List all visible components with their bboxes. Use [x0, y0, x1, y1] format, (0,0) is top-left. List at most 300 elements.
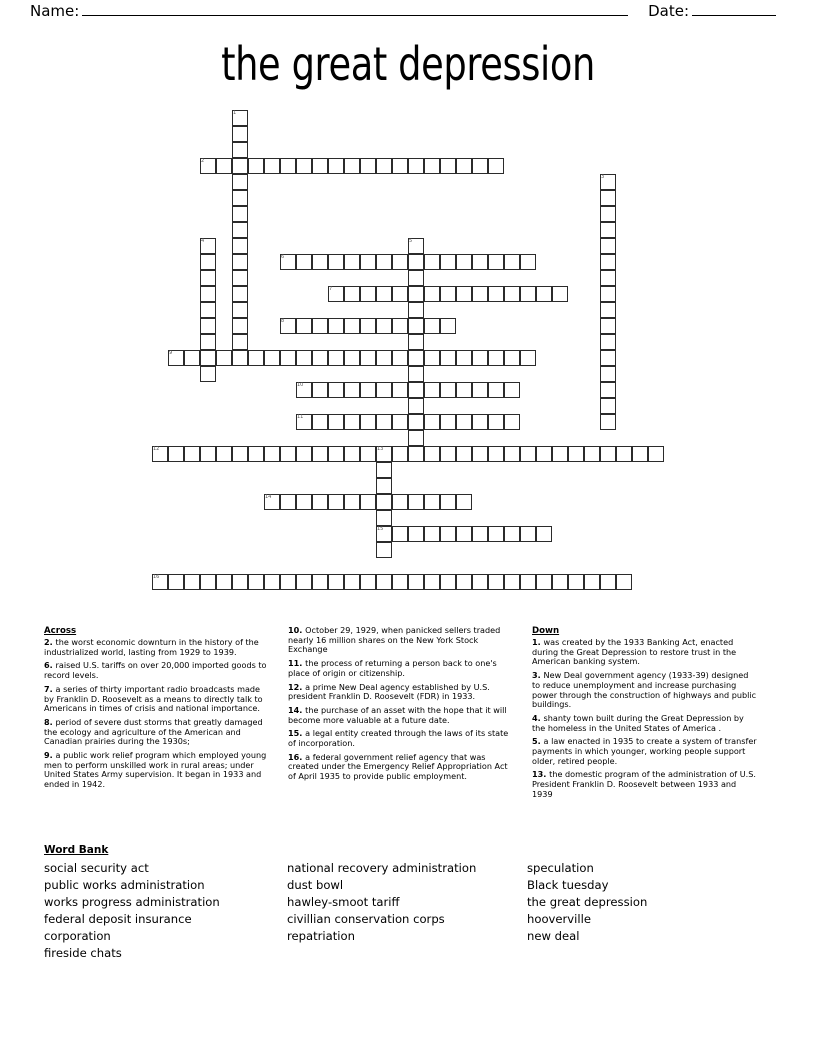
crossword-cell[interactable] — [200, 302, 216, 318]
crossword-cell[interactable] — [584, 574, 600, 590]
crossword-cell[interactable] — [456, 414, 472, 430]
crossword-cell[interactable] — [328, 382, 344, 398]
crossword-cell[interactable] — [376, 446, 392, 462]
crossword-cell-number: 6 — [281, 254, 285, 260]
crossword-cell[interactable] — [200, 286, 216, 302]
crossword-cell[interactable] — [312, 446, 328, 462]
crossword-cell[interactable] — [200, 334, 216, 350]
crossword-cell[interactable] — [328, 350, 344, 366]
crossword-cell[interactable] — [376, 350, 392, 366]
crossword-cell[interactable] — [568, 446, 584, 462]
crossword-cell[interactable] — [184, 446, 200, 462]
word-bank-item[interactable]: dust bowl — [287, 878, 344, 892]
crossword-cell[interactable] — [376, 574, 392, 590]
crossword-cell[interactable] — [264, 574, 280, 590]
crossword-cell[interactable] — [440, 286, 456, 302]
crossword-cell[interactable] — [200, 254, 216, 270]
crossword-cell[interactable] — [440, 350, 456, 366]
crossword-cell[interactable] — [312, 414, 328, 430]
crossword-cell[interactable] — [312, 158, 328, 174]
crossword-cell[interactable] — [536, 286, 552, 302]
crossword-cell[interactable] — [456, 254, 472, 270]
crossword-cell[interactable] — [408, 414, 424, 430]
crossword-cell[interactable] — [232, 286, 248, 302]
crossword-cell[interactable] — [280, 350, 296, 366]
crossword-cell[interactable] — [280, 318, 296, 334]
crossword-cell[interactable] — [328, 446, 344, 462]
crossword-cell[interactable] — [600, 366, 616, 382]
clue-number: 16. — [288, 751, 306, 762]
crossword-cell[interactable] — [376, 318, 392, 334]
crossword-cell[interactable] — [216, 446, 232, 462]
crossword-cell[interactable] — [552, 574, 568, 590]
crossword-cell[interactable] — [200, 366, 216, 382]
word-bank-item[interactable]: corporation — [44, 929, 111, 943]
crossword-cell[interactable] — [232, 110, 248, 126]
crossword-cell[interactable] — [536, 446, 552, 462]
crossword-cell[interactable] — [376, 494, 392, 510]
word-bank-item[interactable]: public works administration — [44, 878, 205, 892]
crossword-cell[interactable] — [488, 526, 504, 542]
crossword-cell[interactable] — [232, 158, 248, 174]
crossword-cell[interactable] — [392, 318, 408, 334]
crossword-cell[interactable] — [424, 414, 440, 430]
crossword-cell[interactable] — [536, 526, 552, 542]
crossword-cell[interactable] — [456, 286, 472, 302]
crossword-cell[interactable] — [456, 494, 472, 510]
word-bank-item[interactable]: federal deposit insurance — [44, 912, 192, 926]
word-bank-item[interactable]: Black tuesday — [527, 878, 609, 892]
crossword-cell[interactable] — [408, 526, 424, 542]
word-bank-column — [287, 860, 527, 962]
crossword-cell[interactable] — [344, 286, 360, 302]
crossword-cell-number: 1 — [233, 110, 237, 116]
crossword-cell[interactable] — [152, 574, 168, 590]
crossword-cell[interactable] — [408, 574, 424, 590]
crossword-cell[interactable] — [424, 318, 440, 334]
word-bank-item[interactable]: works progress administration — [44, 895, 220, 909]
crossword-cell[interactable] — [424, 158, 440, 174]
crossword-cell[interactable] — [504, 446, 520, 462]
crossword-cell[interactable] — [456, 446, 472, 462]
crossword-cell[interactable] — [392, 526, 408, 542]
crossword-cell[interactable] — [600, 222, 616, 238]
crossword-cell[interactable] — [328, 414, 344, 430]
crossword-cell[interactable] — [616, 574, 632, 590]
crossword-cell[interactable] — [296, 446, 312, 462]
crossword-cell[interactable] — [504, 574, 520, 590]
crossword-cell[interactable] — [424, 350, 440, 366]
crossword-cell[interactable] — [232, 302, 248, 318]
crossword-cell[interactable] — [248, 574, 264, 590]
crossword-cell[interactable] — [488, 286, 504, 302]
crossword-cell[interactable] — [408, 270, 424, 286]
crossword-cell-number: 11 — [297, 414, 304, 420]
crossword-cell[interactable] — [296, 350, 312, 366]
crossword-cell[interactable] — [280, 574, 296, 590]
crossword-cell[interactable] — [344, 414, 360, 430]
crossword-cell[interactable] — [232, 574, 248, 590]
crossword-cell[interactable] — [232, 318, 248, 334]
crossword-cell[interactable] — [456, 574, 472, 590]
crossword-cell[interactable] — [312, 318, 328, 334]
crossword-cell[interactable] — [200, 574, 216, 590]
crossword-cell[interactable] — [184, 574, 200, 590]
crossword-cell[interactable] — [520, 286, 536, 302]
crossword-cell[interactable] — [616, 446, 632, 462]
crossword-cell[interactable] — [328, 286, 344, 302]
crossword-cell[interactable] — [376, 158, 392, 174]
crossword-cell[interactable] — [552, 286, 568, 302]
crossword-cell[interactable] — [440, 414, 456, 430]
crossword-cell[interactable] — [200, 238, 216, 254]
crossword-cell[interactable] — [408, 318, 424, 334]
crossword-cell[interactable] — [200, 318, 216, 334]
crossword-cell[interactable] — [344, 350, 360, 366]
crossword-cell[interactable] — [600, 334, 616, 350]
crossword-cell[interactable] — [280, 254, 296, 270]
crossword-cell[interactable] — [424, 254, 440, 270]
crossword-cell[interactable] — [376, 254, 392, 270]
crossword-cell[interactable] — [520, 254, 536, 270]
word-bank-item[interactable]: speculation — [527, 861, 594, 875]
crossword-cell[interactable] — [344, 446, 360, 462]
crossword-cell[interactable] — [408, 366, 424, 382]
crossword-cell[interactable] — [456, 526, 472, 542]
crossword-cell[interactable] — [440, 382, 456, 398]
crossword-cell[interactable] — [408, 382, 424, 398]
crossword-cell[interactable] — [312, 382, 328, 398]
word-bank-section — [44, 843, 774, 962]
crossword-cell[interactable] — [600, 302, 616, 318]
crossword-cell[interactable] — [392, 382, 408, 398]
date-write-in-line[interactable] — [692, 3, 776, 16]
crossword-cell[interactable] — [344, 158, 360, 174]
crossword-cell[interactable] — [376, 462, 392, 478]
word-bank-item[interactable]: fireside chats — [44, 946, 122, 960]
crossword-cell[interactable] — [168, 574, 184, 590]
crossword-cell[interactable] — [504, 526, 520, 542]
crossword-cell[interactable] — [408, 350, 424, 366]
crossword-cell[interactable] — [168, 350, 184, 366]
crossword-cell[interactable] — [360, 574, 376, 590]
crossword-cell[interactable] — [472, 158, 488, 174]
crossword-cell[interactable] — [504, 382, 520, 398]
crossword-cell[interactable] — [424, 494, 440, 510]
crossword-cell[interactable] — [392, 574, 408, 590]
crossword-cell[interactable] — [440, 526, 456, 542]
crossword-cell[interactable] — [504, 414, 520, 430]
crossword-cell[interactable] — [472, 254, 488, 270]
crossword-cell[interactable] — [392, 414, 408, 430]
crossword-cell[interactable] — [392, 254, 408, 270]
crossword-cell[interactable] — [408, 398, 424, 414]
clue-number: 4. — [532, 712, 544, 723]
crossword-cell[interactable] — [472, 574, 488, 590]
clue-item — [288, 729, 515, 748]
crossword-cell[interactable] — [216, 350, 232, 366]
crossword-cell[interactable] — [232, 190, 248, 206]
word-bank-columns — [44, 860, 774, 962]
crossword-cell[interactable] — [552, 446, 568, 462]
crossword-cell[interactable] — [344, 254, 360, 270]
crossword-cell[interactable] — [600, 190, 616, 206]
crossword-cell[interactable] — [360, 494, 376, 510]
crossword-cell[interactable] — [376, 478, 392, 494]
crossword-cell[interactable] — [296, 158, 312, 174]
crossword-cell[interactable] — [344, 318, 360, 334]
crossword-cell[interactable] — [472, 414, 488, 430]
crossword-cell[interactable] — [232, 334, 248, 350]
crossword-cell[interactable] — [360, 414, 376, 430]
crossword-cell[interactable] — [296, 494, 312, 510]
crossword-cell[interactable] — [296, 382, 312, 398]
word-bank-column — [44, 860, 287, 962]
crossword-cell[interactable] — [296, 414, 312, 430]
crossword-cell[interactable] — [488, 158, 504, 174]
clue-item — [288, 683, 515, 702]
crossword-cell[interactable] — [472, 350, 488, 366]
crossword-cell[interactable] — [232, 446, 248, 462]
crossword-cell[interactable] — [360, 286, 376, 302]
crossword-cell[interactable] — [600, 350, 616, 366]
crossword-cell[interactable] — [376, 542, 392, 558]
word-bank-item[interactable]: repatriation — [287, 929, 355, 943]
crossword-cell[interactable] — [376, 382, 392, 398]
crossword-cell[interactable] — [376, 510, 392, 526]
crossword-cell[interactable] — [408, 446, 424, 462]
crossword-cell[interactable] — [264, 350, 280, 366]
clue-number: 10. — [288, 625, 306, 635]
crossword-cell[interactable] — [408, 334, 424, 350]
crossword-cell[interactable] — [488, 414, 504, 430]
crossword-cell[interactable] — [360, 382, 376, 398]
crossword-cell[interactable] — [328, 494, 344, 510]
crossword-cell[interactable] — [600, 174, 616, 190]
crossword-cell[interactable] — [472, 382, 488, 398]
crossword-cell[interactable] — [488, 574, 504, 590]
crossword-cell[interactable] — [408, 286, 424, 302]
crossword-cell[interactable] — [152, 446, 168, 462]
clue-number: 7. — [44, 683, 56, 694]
crossword-cell[interactable] — [312, 574, 328, 590]
crossword-cell[interactable] — [360, 446, 376, 462]
word-bank-item[interactable]: new deal — [527, 929, 580, 943]
crossword-cell[interactable] — [312, 494, 328, 510]
crossword-cell[interactable] — [424, 446, 440, 462]
crossword-cell[interactable] — [328, 158, 344, 174]
clue-text: October 29, 1929, when panicked sellers traded nearly 16 million shares on the New York Stock Exchange — [288, 625, 501, 655]
crossword-cell[interactable] — [232, 222, 248, 238]
clue-item — [532, 638, 759, 667]
crossword-cell[interactable] — [280, 446, 296, 462]
crossword-cell[interactable] — [328, 574, 344, 590]
crossword-cell[interactable] — [600, 254, 616, 270]
crossword-cell[interactable] — [488, 350, 504, 366]
crossword-cell[interactable] — [632, 446, 648, 462]
crossword-cell[interactable] — [520, 574, 536, 590]
crossword-cell[interactable] — [312, 254, 328, 270]
crossword-cell[interactable] — [232, 126, 248, 142]
crossword-cell[interactable] — [232, 350, 248, 366]
crossword-cell[interactable] — [280, 494, 296, 510]
crossword-cell[interactable] — [232, 142, 248, 158]
crossword-cell[interactable] — [424, 382, 440, 398]
crossword-cell[interactable] — [408, 254, 424, 270]
crossword-cell[interactable] — [536, 574, 552, 590]
crossword-cell[interactable] — [440, 446, 456, 462]
across-clues-part-1 — [44, 638, 271, 790]
crossword-cell[interactable] — [232, 238, 248, 254]
clue-text: the domestic program of the administration of U.S. President Franklin D. Roosevelt between 1933 and 1939 — [532, 769, 756, 799]
crossword-cell[interactable] — [472, 286, 488, 302]
crossword-cell[interactable] — [520, 446, 536, 462]
crossword-cell[interactable] — [264, 446, 280, 462]
word-bank-item[interactable]: civillian conservation corps — [287, 912, 445, 926]
crossword-cell[interactable] — [392, 446, 408, 462]
clue-text: a law enacted in 1935 to create a system of transfer payments in which younger, working people support older, retired people. — [532, 736, 757, 766]
date-label: Date: — [648, 2, 689, 20]
crossword-cell[interactable] — [392, 158, 408, 174]
crossword-cell[interactable] — [232, 270, 248, 286]
crossword-cell[interactable] — [360, 350, 376, 366]
crossword-cell[interactable] — [248, 158, 264, 174]
crossword-cell[interactable] — [424, 574, 440, 590]
clues-section — [0, 626, 816, 832]
crossword-cell[interactable] — [440, 574, 456, 590]
crossword-cell[interactable] — [312, 350, 328, 366]
clue-number: 12. — [288, 681, 306, 692]
crossword-cell[interactable] — [392, 286, 408, 302]
crossword-cell[interactable] — [232, 254, 248, 270]
crossword-grid[interactable] — [152, 110, 672, 600]
crossword-cell[interactable] — [424, 286, 440, 302]
crossword-cell[interactable] — [408, 430, 424, 446]
clue-item — [288, 706, 515, 725]
crossword-cell[interactable] — [600, 446, 616, 462]
crossword-cell[interactable] — [408, 302, 424, 318]
clue-text: shanty town built during the Great Depression by the homeless in the United States of America . — [532, 712, 744, 733]
crossword-cell[interactable] — [264, 158, 280, 174]
crossword-cell[interactable] — [600, 398, 616, 414]
crossword-cell[interactable] — [600, 286, 616, 302]
crossword-cell[interactable] — [504, 254, 520, 270]
crossword-cell[interactable] — [200, 446, 216, 462]
crossword-cell[interactable] — [440, 158, 456, 174]
word-bank-item[interactable]: hooverville — [527, 912, 591, 926]
crossword-cell-number: 7 — [329, 286, 333, 292]
crossword-cell[interactable] — [424, 526, 440, 542]
crossword-cell[interactable] — [232, 206, 248, 222]
crossword-cell[interactable] — [488, 254, 504, 270]
crossword-cell[interactable] — [280, 158, 296, 174]
crossword-cell[interactable] — [408, 238, 424, 254]
crossword-cell[interactable] — [200, 158, 216, 174]
crossword-cell[interactable] — [184, 350, 200, 366]
crossword-cell[interactable] — [520, 526, 536, 542]
crossword-cell[interactable] — [344, 574, 360, 590]
crossword-cell[interactable] — [232, 174, 248, 190]
crossword-cell[interactable] — [360, 158, 376, 174]
crossword-cell[interactable] — [520, 350, 536, 366]
crossword-cell[interactable] — [440, 254, 456, 270]
word-bank-item[interactable]: social security act — [44, 861, 149, 875]
crossword-cell[interactable] — [488, 446, 504, 462]
crossword-cell[interactable] — [504, 350, 520, 366]
crossword-cell[interactable] — [168, 446, 184, 462]
crossword-cell[interactable] — [440, 318, 456, 334]
crossword-cell[interactable] — [600, 318, 616, 334]
crossword-cell[interactable] — [216, 158, 232, 174]
crossword-cell[interactable] — [600, 414, 616, 430]
crossword-cell[interactable] — [248, 350, 264, 366]
crossword-cell[interactable] — [600, 382, 616, 398]
crossword-cell[interactable] — [328, 254, 344, 270]
crossword-cell[interactable] — [216, 574, 232, 590]
clue-text: a federal government relief agency that was created under the Emergency Relief Appropriation Act of April 1935 to provide public employment. — [288, 751, 508, 782]
crossword-cell[interactable] — [328, 318, 344, 334]
crossword-cell[interactable] — [392, 350, 408, 366]
crossword-cell[interactable] — [456, 350, 472, 366]
crossword-cell[interactable] — [408, 494, 424, 510]
crossword-cell[interactable] — [600, 574, 616, 590]
clue-number: 2. — [44, 637, 56, 647]
clue-text: the process of returning a person back to one's place of origin or citizenship. — [288, 658, 497, 678]
word-bank-item[interactable]: the great depression — [527, 895, 648, 909]
crossword-cell[interactable] — [408, 158, 424, 174]
crossword-cell[interactable] — [504, 286, 520, 302]
crossword-cell[interactable] — [376, 414, 392, 430]
crossword-cell[interactable] — [600, 206, 616, 222]
crossword-cell[interactable] — [440, 494, 456, 510]
crossword-cell[interactable] — [296, 318, 312, 334]
crossword-cell[interactable] — [648, 446, 664, 462]
crossword-cell[interactable] — [200, 350, 216, 366]
crossword-cell[interactable] — [376, 526, 392, 542]
clues-column-3 — [532, 626, 771, 832]
word-bank-item[interactable]: national recovery administration — [287, 861, 477, 875]
crossword-cell[interactable] — [456, 382, 472, 398]
down-clues — [532, 638, 759, 800]
crossword-cell[interactable] — [392, 494, 408, 510]
crossword-cell-number: 14 — [265, 494, 272, 500]
crossword-cell[interactable] — [264, 494, 280, 510]
crossword-cell[interactable] — [344, 494, 360, 510]
crossword-cell[interactable] — [600, 238, 616, 254]
crossword-cell[interactable] — [376, 286, 392, 302]
crossword-cell-number: 12 — [153, 446, 160, 452]
crossword-cell[interactable] — [248, 446, 264, 462]
crossword-cell[interactable] — [296, 254, 312, 270]
crossword-cell[interactable] — [344, 382, 360, 398]
name-write-in-line[interactable] — [82, 3, 628, 16]
crossword-cell[interactable] — [360, 318, 376, 334]
crossword-cell[interactable] — [488, 382, 504, 398]
crossword-cell[interactable] — [472, 446, 488, 462]
crossword-cell[interactable] — [360, 254, 376, 270]
crossword-cell[interactable] — [600, 270, 616, 286]
crossword-cell[interactable] — [584, 446, 600, 462]
crossword-cell-number: 16 — [153, 574, 160, 580]
crossword-cell[interactable] — [568, 574, 584, 590]
crossword-cell[interactable] — [472, 526, 488, 542]
crossword-cell[interactable] — [296, 574, 312, 590]
crossword-cell[interactable] — [200, 270, 216, 286]
word-bank-item[interactable]: hawley-smoot tariff — [287, 895, 400, 909]
clues-column-1 — [44, 626, 283, 832]
clue-text: the worst economic downturn in the history of the industrialized world, lasting from 1929 to 1939. — [44, 637, 259, 657]
crossword-cell[interactable] — [456, 158, 472, 174]
